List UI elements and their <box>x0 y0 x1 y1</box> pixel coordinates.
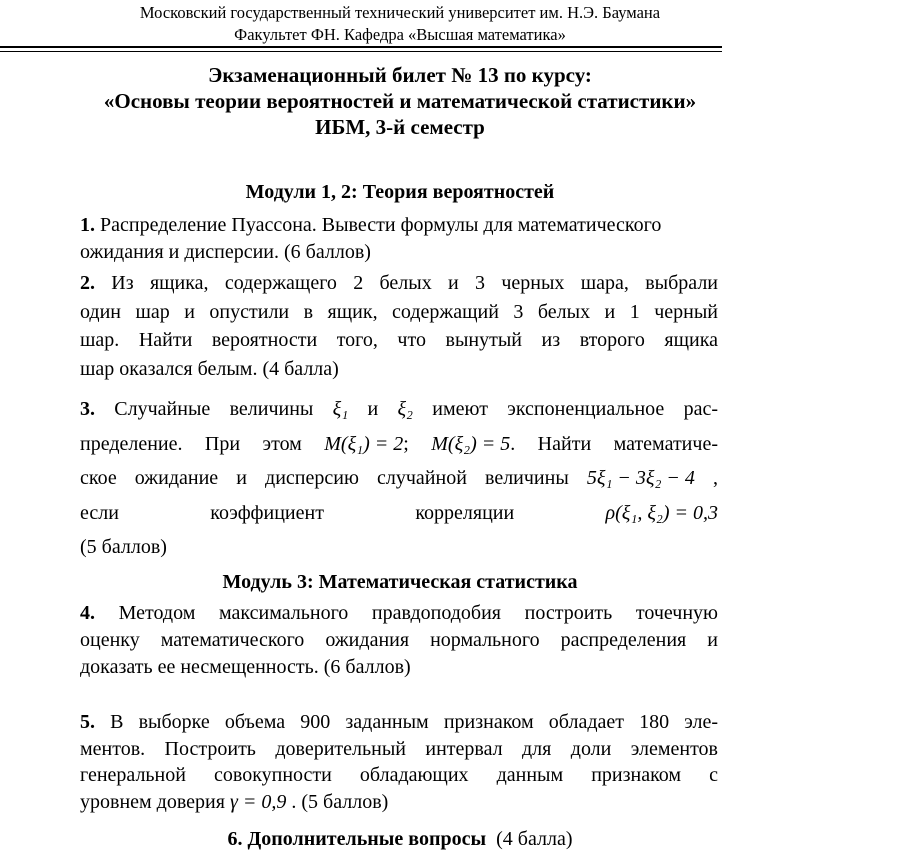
math-xi1: ξ₁ <box>332 398 349 420</box>
question-6-label: 6. Дополнительные вопросы <box>227 828 487 850</box>
text: имеют экспоненциальное рас- <box>413 398 719 420</box>
line: оценку математического ожидания нормального распределения и <box>80 629 718 651</box>
text: Случайные величины <box>95 398 333 420</box>
line: шар оказался белым. (4 балла) <box>80 357 339 380</box>
text: уровнем доверия <box>80 790 230 813</box>
question-number: 2. <box>80 272 95 294</box>
math-linear-combination: 5ξ₁ − 3ξ₂ − 4 <box>586 467 695 489</box>
text: корреляции <box>415 501 515 524</box>
line: генеральной совокупности обладающих данным признаком с <box>80 764 718 786</box>
course-title: «Основы теории вероятностей и математической статистики» <box>103 89 697 113</box>
ticket-title: Экзаменационный билет № 13 по курсу: <box>208 63 592 87</box>
math-expectation-1: M(ξ₁) = 2 <box>324 432 404 455</box>
line: ментов. Построить доверительный интервал для доли элементов <box>80 737 718 760</box>
question-1 <box>80 212 718 266</box>
faculty-name: Факультет ФН. Кафедра «Высшая математика» <box>234 25 566 44</box>
points: (5 баллов) <box>80 536 167 558</box>
line: доказать ее несмещенность. (6 баллов) <box>80 656 411 678</box>
question-number: 5. <box>80 711 95 733</box>
math-xi2: ξ₂ <box>397 398 414 420</box>
question-2 <box>80 269 718 383</box>
math-expectation-2: M(ξ₂) = 5 <box>431 432 511 455</box>
line: шар. Найти вероятности того, что вынутый из второго ящика <box>80 329 718 351</box>
math-correlation: ρ(ξ₁, ξ₂) = 0,3 <box>605 501 718 524</box>
line: Методом максимального правдоподобия построить точечную <box>95 602 718 624</box>
points: (4 балла) <box>496 828 573 850</box>
question-3 <box>80 392 718 565</box>
header-rule-bottom <box>0 51 722 52</box>
text: ; <box>403 432 432 455</box>
line: Распределение Пуассона. Вывести формулы для математического <box>95 214 662 236</box>
question-number: 3. <box>80 398 95 420</box>
question-number: 4. <box>80 602 95 624</box>
question-number: 1. <box>80 214 95 236</box>
text: если <box>80 501 119 524</box>
text: ское ожидание и дисперсию случайной величины <box>80 467 587 489</box>
question-4 <box>80 600 718 681</box>
text: и <box>348 398 398 420</box>
math-confidence-level: γ = 0,9 <box>229 790 287 813</box>
text: пределение. При этом <box>80 432 325 455</box>
text: , <box>694 467 718 489</box>
text: . (5 баллов) <box>286 790 389 813</box>
question-5 <box>80 709 718 815</box>
line: один шар и опустили в ящик, содержащий 3 белых и 1 черный <box>80 300 718 323</box>
university-name: Московский государственный технический университет им. Н.Э. Баумана <box>139 3 661 22</box>
text: коэффициент <box>210 501 324 524</box>
line: В выборке объема 900 заданным признаком обладает 180 эле- <box>95 711 718 733</box>
module-3-heading: Модуль 3: Математическая статистика <box>222 571 578 593</box>
text: . Найти математиче- <box>510 432 718 455</box>
module-1-2-heading: Модули 1, 2: Теория вероятностей <box>245 181 555 203</box>
semester: ИБМ, 3-й семестр <box>315 115 485 139</box>
header-rule-top <box>0 46 722 48</box>
line: ожидания и дисперсии. (6 баллов) <box>80 241 371 263</box>
question-6 <box>0 828 800 851</box>
line: Из ящика, содержащего 2 белых и 3 черных шара, выбрали <box>95 272 718 294</box>
